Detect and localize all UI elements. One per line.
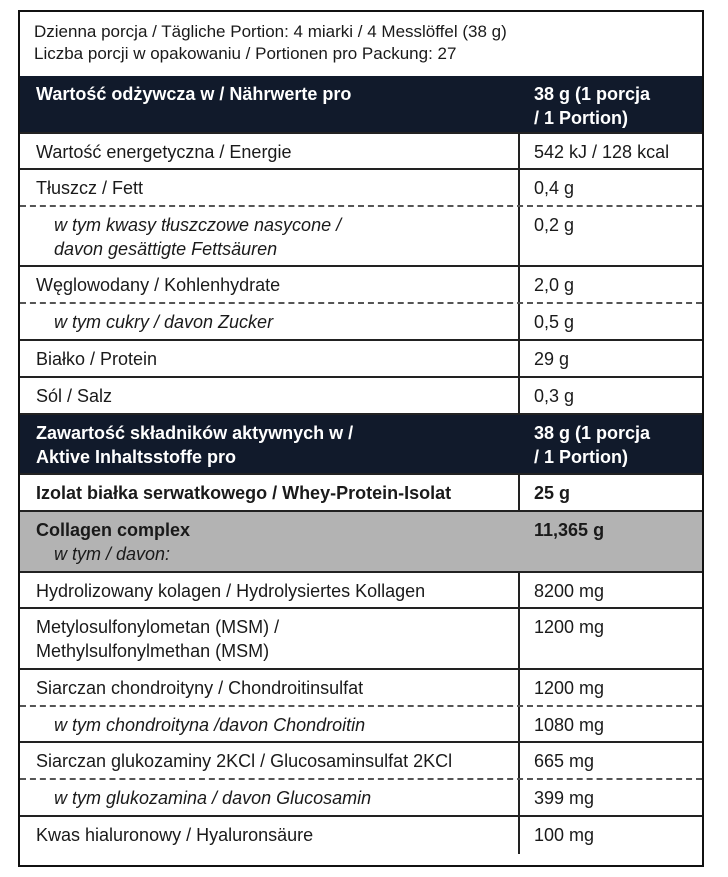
table-row: Siarczan glukozaminy 2KCl / Glucosaminsulfat 2KCl 665 mg bbox=[20, 743, 702, 780]
table-row: Tłuszcz / Fett 0,4 g bbox=[20, 170, 702, 207]
table-row: w tym chondroityna /davon Chondroitin 1080 mg bbox=[20, 707, 702, 743]
actives-header-label: Zawartość składników aktywnych w / Aktive Inhaltsstoffe pro bbox=[36, 423, 354, 467]
actives-header-row bbox=[20, 415, 702, 475]
nutrition-header-label: Wartość odżywcza w / Nährwerte pro bbox=[36, 84, 352, 104]
table-row: Wartość energetyczna / Energie 542 kJ / 128 kcal bbox=[20, 134, 702, 170]
table-row: Izolat białka serwatkowego / Whey-Protein-Isolat 25 g bbox=[20, 475, 702, 512]
serving-size-text: Dzienna porcja / Tägliche Portion: 4 miarki / 4 Messlöffel (38 g) bbox=[34, 22, 507, 41]
serving-info bbox=[20, 12, 702, 76]
table-row: Siarczan chondroityny / Chondroitinsulfat 1200 mg bbox=[20, 670, 702, 707]
actives-header-value: 38 g (1 porcja / 1 Portion) bbox=[534, 423, 651, 467]
table-row: Sól / Salz 0,3 g bbox=[20, 378, 702, 415]
nutrition-table bbox=[20, 76, 702, 854]
table-row: Kwas hialuronowy / Hyaluronsäure 100 mg bbox=[36, 825, 595, 845]
table-row: w tym cukry / davon Zucker 0,5 g bbox=[20, 304, 702, 341]
table-row: Metylosulfonylometan (MSM) / Methylsulfonylmethan (MSM) 1200 mg bbox=[20, 609, 702, 670]
table-row: Białko / Protein 29 g bbox=[20, 341, 702, 378]
collagen-row: Collagen complex w tym / davon: 11,365 g bbox=[20, 512, 702, 573]
servings-per-package-text: Liczba porcji w opakowaniu / Portionen pro Packung: 27 bbox=[34, 44, 457, 63]
nutrition-header-value: 38 g (1 porcja / 1 Portion) bbox=[534, 84, 651, 128]
table-row: Hydrolizowany kolagen / Hydrolysiertes Kollagen 8200 mg bbox=[20, 573, 702, 609]
nutrition-header-row bbox=[20, 76, 702, 134]
table-row: w tym kwasy tłuszczowe nasycone / davon gesättigte Fettsäuren 0,2 g bbox=[20, 207, 702, 267]
nutrition-label bbox=[18, 10, 704, 867]
table-row: w tym glukozamina / davon Glucosamin 399 mg bbox=[20, 780, 702, 817]
table-row: Węglowodany / Kohlenhydrate 2,0 g bbox=[20, 267, 702, 304]
